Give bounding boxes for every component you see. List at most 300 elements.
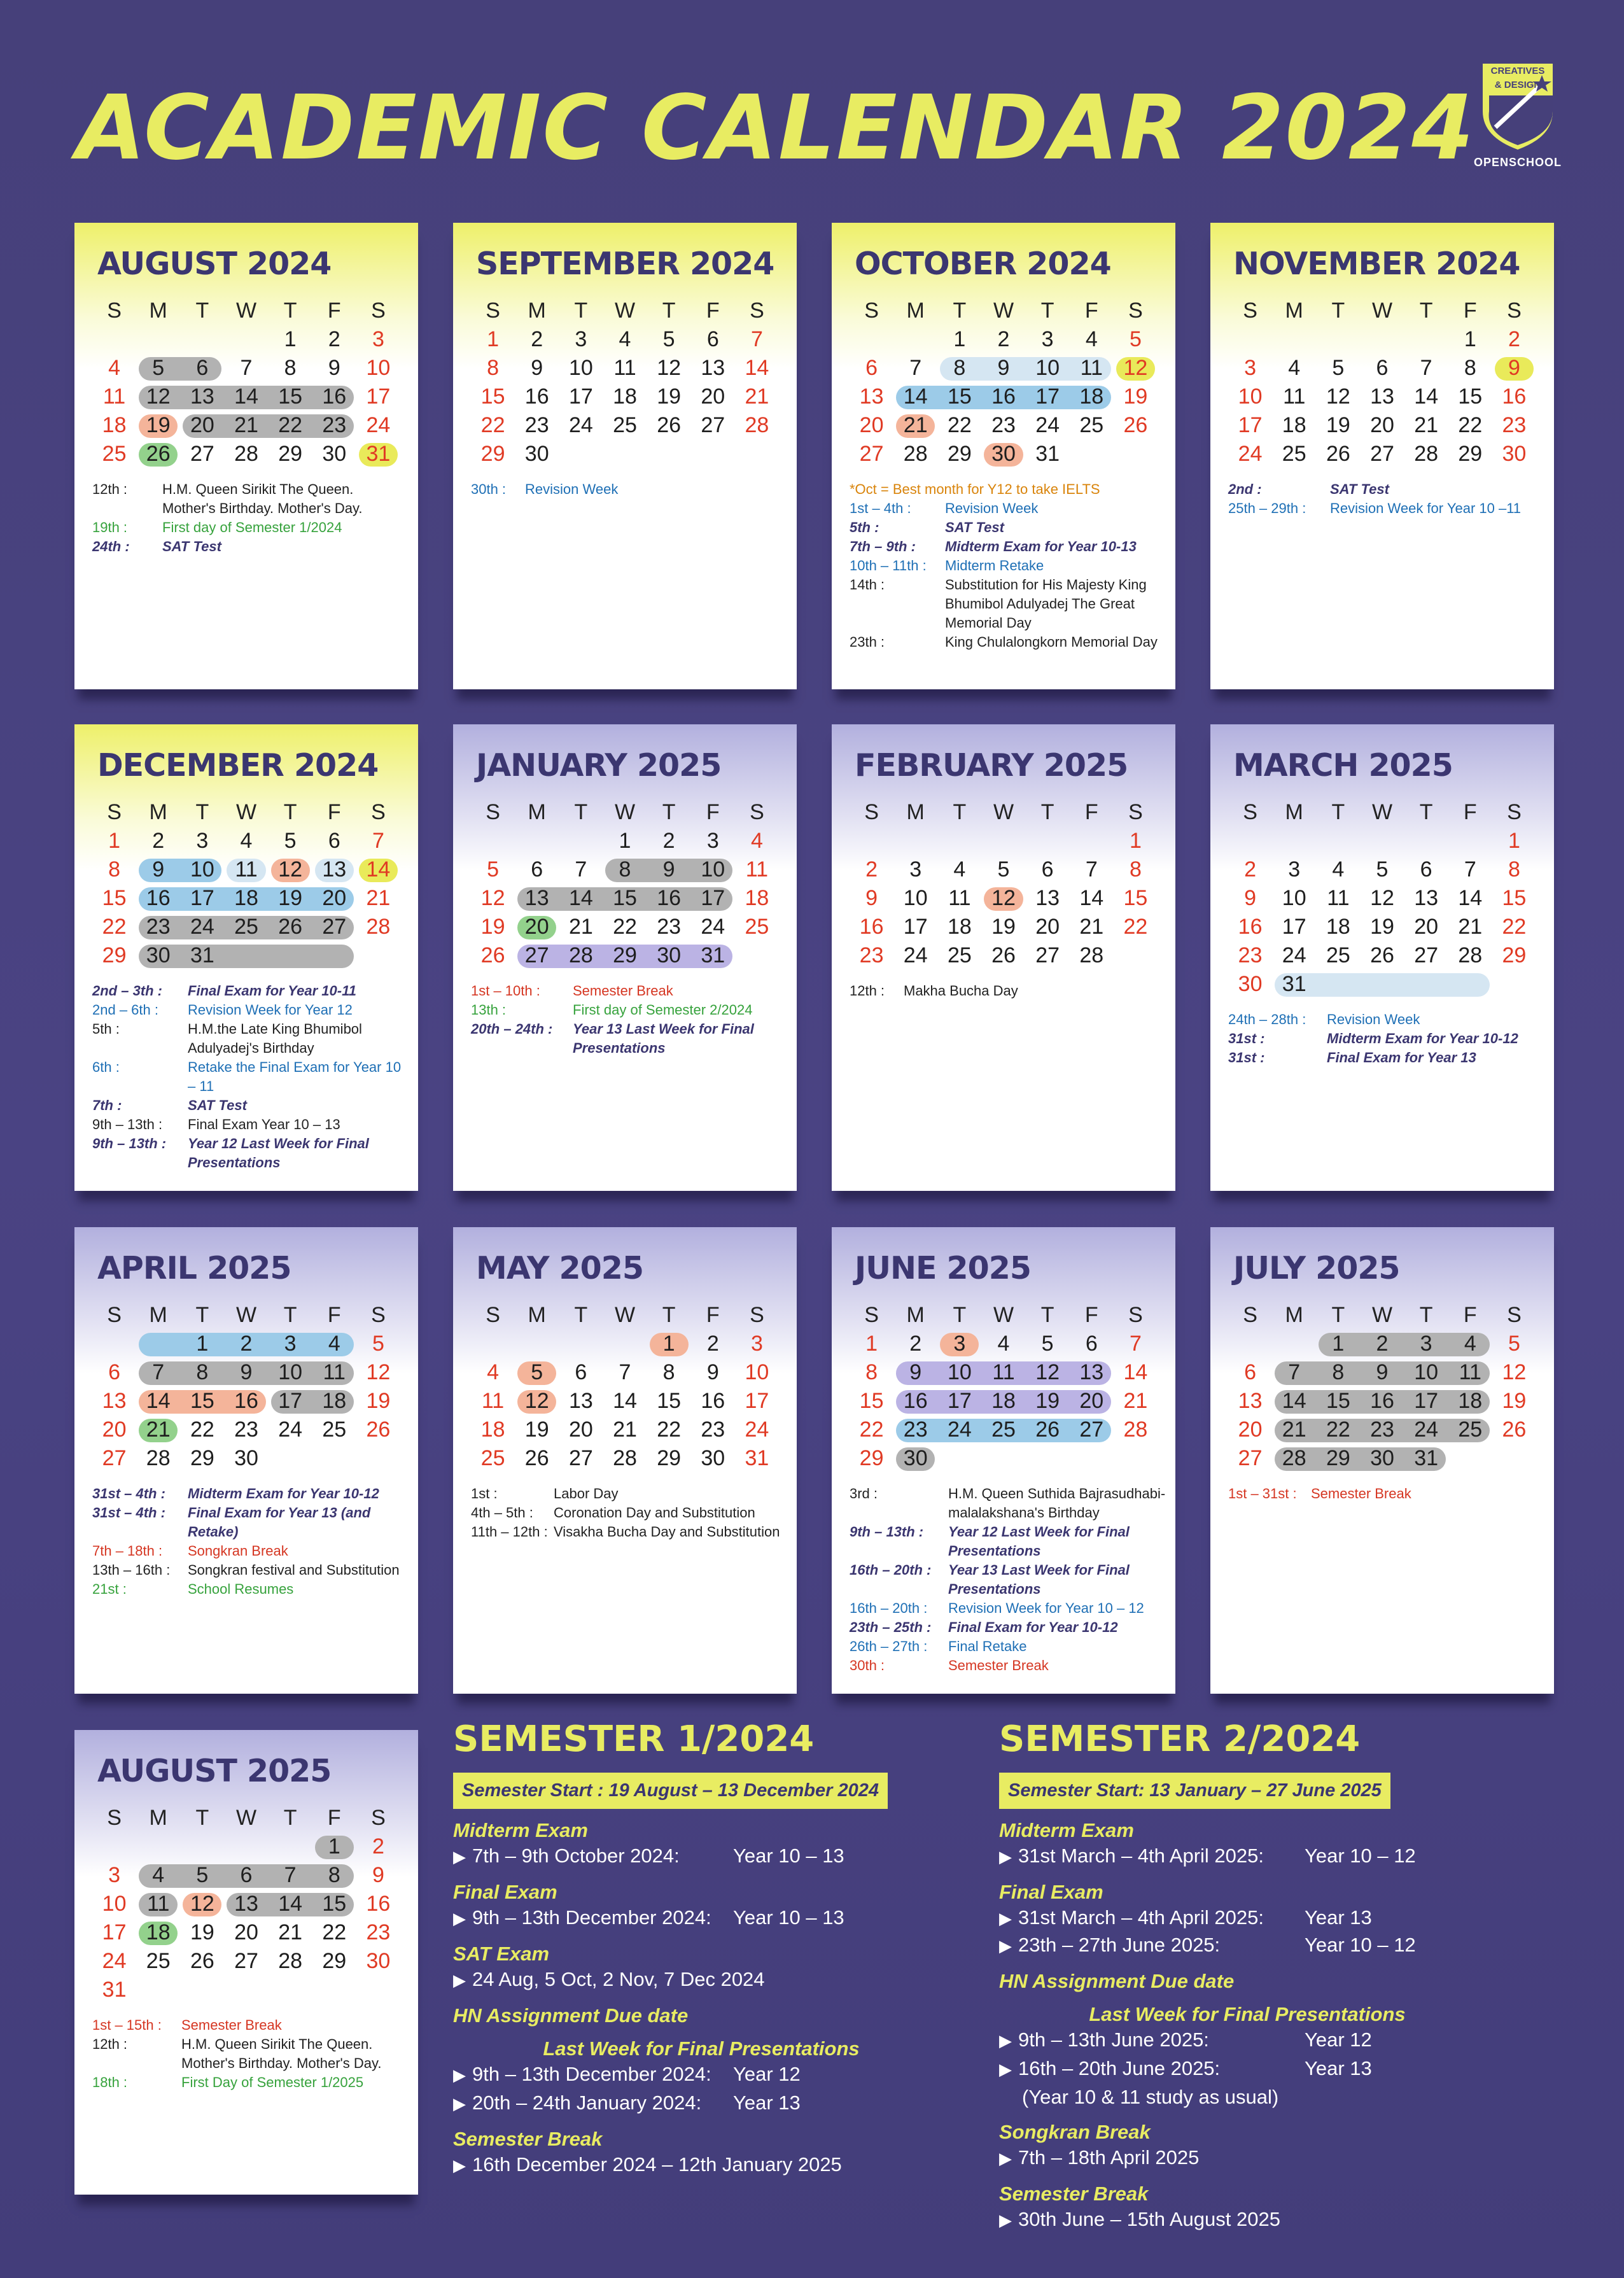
week-row [471,1358,779,1387]
day-cell: 22 [480,413,505,437]
day-cell: 22 [190,1417,214,1442]
day-cell: 30 [366,1949,391,1973]
day-cell: 28 [146,1446,171,1470]
weekday-label: S [1507,800,1522,824]
weekday-label: T [283,800,297,824]
day-cell: 2 [372,1834,384,1859]
day-cell: 19 [278,886,303,910]
week-row [471,354,779,383]
weekday-label: W [235,800,257,824]
day-cell: 21 [1079,915,1104,939]
note-text: First Day of Semester 1/2025 [181,2074,364,2090]
day-cell: 28 [903,442,928,466]
week-row [92,1832,400,1861]
week-row [1228,354,1536,383]
note-text: King Chulalongkorn Memorial Day [945,634,1158,650]
day-cell: 1 [284,327,297,351]
note-date: 21st : [92,1581,127,1597]
day-cell: 3 [196,829,209,853]
note-date: 18th : [92,2074,128,2090]
day-cell: 7 [1464,857,1476,882]
day-cell: 17 [102,1920,127,1944]
day-cell: 27 [568,1446,593,1470]
weekday-label: W [993,299,1014,323]
semester-2-title: SEMESTER 2/2024 [999,1719,1361,1760]
weekday-label: W [614,299,636,323]
break-row: ▶ 30th June – 15th August 2025 [999,2205,1495,2234]
day-cell: 24 [1282,943,1306,967]
day-cell: 8 [662,1360,675,1384]
weekday-label: S [864,299,879,323]
day-cell: 2 [240,1332,253,1356]
day-cell: 23 [146,915,171,939]
day-cell: 18 [102,413,127,437]
month-notes [92,2016,410,2092]
weekday-label: F [706,299,720,323]
day-cell: 18 [613,384,637,409]
note-row [850,1561,1168,1599]
week-row [850,1330,1158,1358]
day-cell: 6 [706,327,719,351]
final-row: ▶ 31st March – 4th April 2025: Year 13 [999,1904,1495,1932]
month-card [1210,1227,1554,1694]
week-row [92,884,400,913]
day-cell: 4 [487,1360,500,1384]
weekday-label: T [662,299,676,323]
weekday-label: W [614,1303,636,1327]
note-text: Visakha Bucha Day and Substitution [554,1524,780,1540]
week-row [92,411,400,440]
day-cell: 7 [284,1863,297,1887]
note-date: 14th : [850,577,885,593]
day-cell: 10 [1414,1360,1439,1384]
day-cell: 1 [662,1332,675,1356]
day-cell: 5 [284,829,297,853]
note-date: 1st – 10th : [471,983,540,999]
note-row [1228,1484,1546,1503]
last-week-note: (Year 10 & 11 study as usual) [1022,2086,1279,2108]
day-cell: 8 [1129,857,1142,882]
day-cell: 30 [234,1446,258,1470]
note-date: 10th – 11th : [850,558,927,573]
last-week-row: ▶ 9th – 13th June 2025: Year 12 [999,2026,1495,2055]
day-cell: 28 [568,943,593,967]
note-date: 13th – 16th : [92,1562,171,1578]
note-date: 5th : [850,519,879,535]
weekday-label: T [1040,299,1054,323]
week-row [850,440,1158,468]
month-grid [92,1804,400,2004]
note-date: 2nd : [1228,481,1262,497]
day-cell: 12 [480,886,505,910]
note-date: 9th – 13th : [92,1135,167,1151]
note-date: 2nd – 6th : [92,1002,158,1018]
day-cell: 22 [1123,915,1148,939]
day-cell: 26 [1502,1417,1527,1442]
day-cell: 17 [278,1389,303,1413]
day-cell: 20 [1370,413,1394,437]
note-date: 9th – 13th : [92,1116,163,1132]
day-cell: 28 [1282,1446,1306,1470]
day-cell: 11 [745,857,769,882]
day-cell: 9 [1376,1360,1389,1384]
day-cell: 12 [1326,384,1350,409]
day-cell: 25 [1282,442,1306,466]
weekday-header [92,1804,400,1832]
note-row [1228,1029,1546,1048]
week-row [1228,325,1536,354]
weekday-label: T [1419,1303,1433,1327]
week-row [471,325,779,354]
day-cell: 15 [1123,886,1148,910]
note-date: 1st – 15th : [92,2017,162,2033]
day-cell: 15 [102,886,127,910]
day-cell: 12 [524,1389,549,1413]
day-cell: 17 [947,1389,972,1413]
day-cell: 28 [1414,442,1439,466]
week-row [850,827,1158,855]
note-text: SAT Test [162,538,221,554]
weekday-label: F [327,1303,341,1327]
note-row [850,499,1168,518]
day-cell: 20 [190,413,214,437]
day-cell: 23 [991,413,1016,437]
day-cell: 21 [613,1417,637,1442]
weekday-label: T [195,800,209,824]
week-row [1228,1387,1536,1416]
day-cell: 23 [701,1417,725,1442]
day-cell: 24 [903,943,928,967]
day-cell: 31 [366,442,391,466]
note-date: 31st : [1228,1050,1265,1065]
note-date: 1st : [471,1486,498,1501]
week-row [92,1387,400,1416]
day-cell: 8 [328,1863,340,1887]
day-cell: 6 [1376,356,1389,380]
week-row [850,884,1158,913]
day-cell: 27 [1370,442,1394,466]
day-cell: 23 [322,413,347,437]
weekday-label: S [1243,800,1257,824]
day-cell: 21 [366,886,391,910]
day-cell: 12 [1370,886,1394,910]
day-cell: 10 [1035,356,1060,380]
day-cell: 19 [524,1417,549,1442]
semester-2-panel [999,1719,1495,2234]
final-heading: Final Exam [453,1881,557,1903]
note-row [92,1020,410,1058]
day-cell: 5 [372,1332,384,1356]
day-cell: 22 [102,915,127,939]
final-row: ▶ 23th – 27th June 2025: Year 10 – 12 [999,1931,1495,1960]
day-cell: 19 [146,413,171,437]
month-grid [1228,1301,1536,1473]
day-cell: 18 [234,886,258,910]
weekday-label: S [1243,1303,1257,1327]
note-text: Year 13 Last Week for Final Presentations [573,1021,754,1056]
day-cell: 29 [1326,1446,1350,1470]
day-cell: 10 [278,1360,303,1384]
weekday-label: T [1331,299,1345,323]
day-cell: 22 [947,413,972,437]
week-row [92,1947,400,1976]
day-cell: 20 [524,915,549,939]
day-cell: 11 [992,1360,1015,1384]
month-notes [92,480,410,556]
day-cell: 18 [480,1417,505,1442]
weekday-header [850,297,1158,325]
week-row [1228,1358,1536,1387]
day-cell: 28 [745,413,769,437]
day-cell: 7 [909,356,922,380]
week-row [471,383,779,411]
week-row [850,855,1158,884]
note-date: 3rd : [850,1486,878,1501]
weekday-label: W [614,800,636,824]
weekday-label: F [1463,800,1477,824]
day-cell: 5 [1508,1332,1520,1356]
day-cell: 26 [1035,1417,1060,1442]
day-cell: 4 [152,1863,165,1887]
note-row [471,1503,789,1522]
day-cell: 5 [1129,327,1142,351]
day-cell: 1 [487,327,500,351]
month-title: AUGUST 2025 [97,1753,332,1789]
weekday-label: M [149,1806,167,1830]
day-cell: 22 [322,1920,347,1944]
weekday-label: F [327,299,341,323]
week-row [850,913,1158,941]
note-row [1228,1048,1546,1067]
month-title: MAY 2025 [476,1250,643,1286]
week-row [1228,1330,1536,1358]
day-cell: 10 [1238,384,1263,409]
week-row [92,354,400,383]
day-cell: 20 [102,1417,127,1442]
month-notes [1228,1484,1546,1503]
weekday-header [1228,798,1536,827]
note-row [850,1656,1168,1675]
semester-1-dates: Semester Start : 19 August – 13 December 2024 [453,1773,888,1809]
day-cell: 9 [1244,886,1257,910]
day-cell: 8 [196,1360,209,1384]
day-cell: 17 [366,384,391,409]
note-date: 7th – 18th : [92,1543,163,1559]
day-cell: 17 [745,1389,769,1413]
day-cell: 3 [1420,1332,1432,1356]
note-text: Substitution for His Majesty King Bhumibol Adulyadej The Great Memorial Day [945,577,1147,631]
month-title: JUNE 2025 [855,1250,1031,1286]
weekday-label: T [1419,800,1433,824]
day-cell: 19 [1370,915,1394,939]
weekday-label: S [486,800,500,824]
week-row [471,855,779,884]
day-cell: 30 [1238,972,1263,996]
day-cell: 28 [613,1446,637,1470]
day-cell: 3 [953,1332,966,1356]
day-cell: 27 [190,442,214,466]
week-row [471,1416,779,1444]
day-cell: 5 [997,857,1010,882]
day-cell: 19 [1502,1389,1527,1413]
day-cell: 13 [1035,886,1060,910]
day-cell: 12 [190,1892,214,1916]
day-cell: 3 [108,1863,121,1887]
week-row [471,941,779,970]
day-cell: 31 [1414,1446,1439,1470]
day-cell: 29 [1502,943,1527,967]
weekday-label: S [1128,299,1143,323]
month-title: NOVEMBER 2024 [1233,246,1520,282]
day-cell: 29 [657,1446,682,1470]
day-cell: 19 [1035,1389,1060,1413]
day-cell: 1 [108,829,121,853]
day-cell: 1 [865,1332,878,1356]
weekday-label: F [706,1303,720,1327]
day-cell: 16 [322,384,347,409]
day-cell: 30 [146,943,171,967]
note-date: 31st – 4th : [92,1505,165,1521]
day-cell: 11 [235,857,258,882]
weekday-label: W [1371,1303,1393,1327]
month-grid [850,798,1158,970]
weekday-label: M [906,1303,925,1327]
day-cell: 29 [278,442,303,466]
weekday-label: S [750,800,764,824]
weekday-label: F [1463,1303,1477,1327]
week-row [92,1918,400,1947]
month-notes [92,1484,410,1599]
sat-heading: SAT Exam [453,1943,550,1965]
day-cell: 10 [1282,886,1306,910]
note-row [850,1522,1168,1561]
note-date: 4th – 5th : [471,1505,533,1521]
weekday-header [92,297,400,325]
weekday-label: S [750,1303,764,1327]
week-row [1228,855,1536,884]
midterm-heading: Midterm Exam [999,1819,1134,1841]
month-card [1210,223,1554,689]
weekday-label: F [327,800,341,824]
school-logo [1464,51,1572,178]
weekday-label: F [1463,299,1477,323]
weekday-label: F [327,1806,341,1830]
day-cell: 15 [1458,384,1483,409]
note-date: 23th – 25th : [850,1619,932,1635]
day-cell: 16 [1370,1389,1394,1413]
week-row [92,827,400,855]
day-cell: 19 [1123,384,1148,409]
weekday-label: S [750,299,764,323]
songkran-row: ▶ 7th – 18th April 2025 [999,2144,1495,2172]
note-text: SAT Test [188,1097,247,1113]
day-cell: 2 [1508,327,1520,351]
note-text: Semester Break [573,983,673,999]
month-card [74,724,418,1191]
weekday-label: T [662,1303,676,1327]
day-cell: 22 [278,413,303,437]
day-cell: 23 [1370,1417,1394,1442]
day-cell: 10 [190,857,214,882]
note-text: Makha Bucha Day [904,983,1018,999]
day-cell: 13 [322,857,347,882]
weekday-label: T [1040,800,1054,824]
month-grid [471,798,779,970]
day-cell: 25 [947,943,972,967]
month-card [74,1730,418,2195]
day-cell: 13 [701,356,725,380]
day-cell: 8 [953,356,966,380]
day-cell: 13 [234,1892,258,1916]
note-text: Revision Week [1327,1011,1420,1027]
month-card [74,223,418,689]
day-cell: 5 [487,857,500,882]
day-cell: 8 [1508,857,1520,882]
note-text: Songkran Break [188,1543,288,1559]
day-cell: 14 [745,356,769,380]
week-row [850,411,1158,440]
note-text: Year 13 Last Week for Final Presentations [948,1562,1130,1597]
weekday-label: T [1331,1303,1345,1327]
day-cell: 3 [706,829,719,853]
note-date: 30th : [471,481,507,497]
note-date: 12th : [92,481,128,497]
day-cell: 22 [657,1417,682,1442]
day-cell: 15 [322,1892,347,1916]
day-cell: 30 [1370,1446,1394,1470]
note-text: Songkran festival and Substitution [188,1562,400,1578]
note-row [850,1484,1168,1522]
month-grid [850,1301,1158,1473]
day-cell: 15 [657,1389,682,1413]
day-cell: 12 [1123,356,1148,380]
day-cell: 15 [480,384,505,409]
note-row [92,480,410,518]
note-row [92,1484,410,1503]
month-title: APRIL 2025 [97,1250,291,1286]
day-cell: 17 [1282,915,1306,939]
day-cell: 4 [1085,327,1098,351]
day-cell: 21 [1123,1389,1148,1413]
day-cell: 9 [152,857,165,882]
day-cell: 2 [662,829,675,853]
weekday-label: S [371,800,386,824]
day-cell: 11 [147,1892,170,1916]
day-cell: 2 [997,327,1010,351]
week-row [92,440,400,468]
week-row [1228,440,1536,468]
day-cell: 25 [322,1417,347,1442]
day-cell: 7 [1288,1360,1301,1384]
weekday-label: W [235,1806,257,1830]
note-date: 12th : [850,983,885,999]
day-cell: 25 [991,1417,1016,1442]
day-cell: 1 [953,327,966,351]
day-cell: 14 [1079,886,1104,910]
day-cell: 6 [328,829,340,853]
note-row [471,1020,789,1058]
week-row [92,1330,400,1358]
note-text: SAT Test [1330,481,1389,497]
week-row [1228,1416,1536,1444]
day-cell: 21 [903,413,928,437]
weekday-label: F [1084,299,1098,323]
day-cell: 4 [328,1332,340,1356]
day-cell: 7 [575,857,587,882]
day-cell: 30 [524,442,549,466]
day-cell: 23 [524,413,549,437]
note-row [850,575,1168,633]
